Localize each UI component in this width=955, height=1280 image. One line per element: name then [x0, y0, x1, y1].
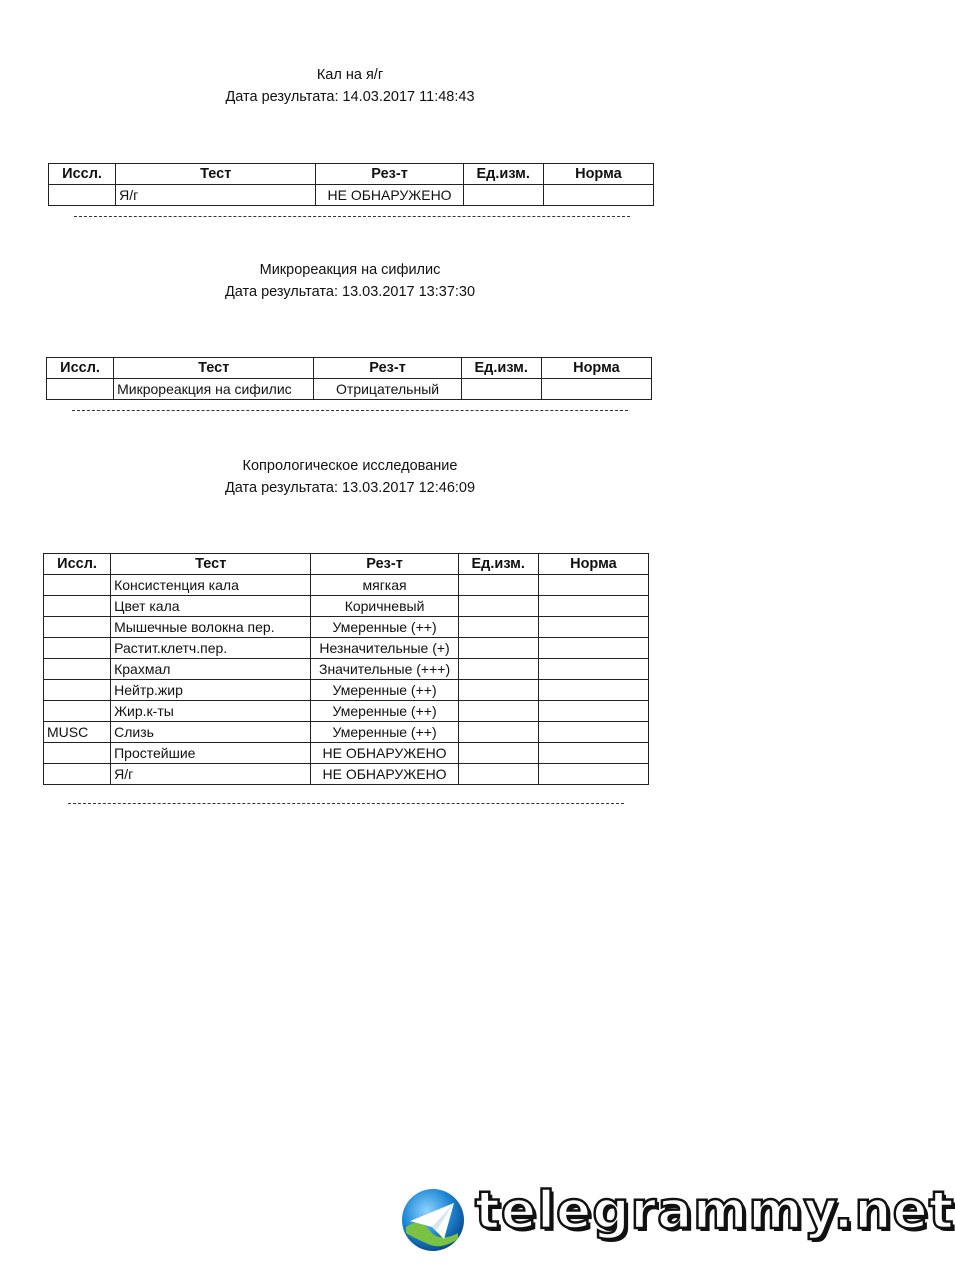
cell-norm	[538, 680, 648, 701]
col-norm: Норма	[541, 358, 651, 379]
section-3-table	[43, 553, 649, 785]
col-norm: Норма	[538, 554, 648, 575]
table-header-row	[47, 358, 652, 379]
col-unit: Ед.изм.	[461, 358, 541, 379]
table-row	[44, 575, 649, 596]
cell-unit	[458, 743, 538, 764]
cell-norm	[538, 764, 648, 785]
col-result: Рез-т	[311, 554, 458, 575]
col-issl: Иссл.	[49, 164, 116, 185]
cell-norm	[538, 617, 648, 638]
cell-issl	[44, 617, 111, 638]
col-result: Рез-т	[314, 358, 461, 379]
cell-norm	[543, 185, 653, 206]
section-1-table	[48, 163, 654, 206]
section-2-table	[46, 357, 652, 400]
table-row	[44, 596, 649, 617]
cell-unit	[458, 575, 538, 596]
table-row	[47, 379, 652, 400]
section-1-title: Кал на я/г	[316, 67, 384, 83]
cell-norm	[538, 659, 648, 680]
col-test: Тест	[114, 358, 314, 379]
table-row	[44, 617, 649, 638]
cell-result: Значительные (+++)	[311, 659, 458, 680]
table-row	[44, 638, 649, 659]
watermark-logo	[400, 1181, 955, 1255]
cell-result: Умеренные (++)	[311, 680, 458, 701]
cell-result: мягкая	[311, 575, 458, 596]
section-3-date: Дата результата: 13.03.2017 12:46:09	[224, 480, 476, 496]
cell-test: Растит.клетч.пер.	[111, 638, 311, 659]
cell-unit	[458, 764, 538, 785]
col-test: Тест	[111, 554, 311, 575]
cell-unit	[458, 722, 538, 743]
cell-unit	[458, 659, 538, 680]
cell-unit	[458, 680, 538, 701]
section-2-title: Микрореакция на сифилис	[259, 262, 441, 278]
table-row	[44, 680, 649, 701]
col-unit: Ед.изм.	[458, 554, 538, 575]
table-row	[44, 743, 649, 764]
section-2-header	[0, 259, 700, 303]
cell-result: НЕ ОБНАРУЖЕНО	[311, 743, 458, 764]
cell-unit	[458, 638, 538, 659]
table-row	[49, 185, 654, 206]
table-row	[44, 722, 649, 743]
table-row	[44, 701, 649, 722]
table-row	[44, 764, 649, 785]
cell-test: Жир.к-ты	[111, 701, 311, 722]
section-2-date: Дата результата: 13.03.2017 13:37:30	[224, 284, 476, 300]
section-1-date: Дата результата: 14.03.2017 11:48:43	[225, 89, 475, 105]
cell-result: Незначительные (+)	[311, 638, 458, 659]
cell-test: Нейтр.жир	[111, 680, 311, 701]
watermark-text: telegrammy.net	[475, 1181, 955, 1241]
dashed-separator	[72, 410, 628, 411]
dashed-separator	[68, 803, 624, 804]
cell-unit	[458, 596, 538, 617]
cell-norm	[538, 638, 648, 659]
cell-unit	[458, 617, 538, 638]
cell-issl	[44, 680, 111, 701]
cell-issl	[44, 575, 111, 596]
cell-test: Простейшие	[111, 743, 311, 764]
cell-test: Крахмал	[111, 659, 311, 680]
cell-test: Я/г	[116, 185, 316, 206]
cell-issl	[44, 701, 111, 722]
dashed-separator	[74, 216, 630, 217]
section-1-header	[0, 64, 700, 108]
cell-norm	[538, 743, 648, 764]
cell-unit	[463, 185, 543, 206]
cell-issl	[47, 379, 114, 400]
cell-result: Коричневый	[311, 596, 458, 617]
cell-test: Микрореакция на сифилис	[114, 379, 314, 400]
cell-result: Умеренные (++)	[311, 617, 458, 638]
col-result: Рез-т	[316, 164, 463, 185]
cell-issl	[49, 185, 116, 206]
col-test: Тест	[116, 164, 316, 185]
cell-norm	[538, 722, 648, 743]
cell-test: Слизь	[111, 722, 311, 743]
section-3-title: Копрологическое исследование	[242, 458, 458, 474]
cell-result: Умеренные (++)	[311, 722, 458, 743]
cell-issl	[44, 764, 111, 785]
cell-unit	[458, 701, 538, 722]
table-header-row	[49, 164, 654, 185]
cell-result: НЕ ОБНАРУЖЕНО	[311, 764, 458, 785]
cell-unit	[461, 379, 541, 400]
col-norm: Норма	[543, 164, 653, 185]
cell-result: Умеренные (++)	[311, 701, 458, 722]
col-issl: Иссл.	[44, 554, 111, 575]
paper-plane-globe-icon	[400, 1187, 466, 1253]
cell-norm	[538, 575, 648, 596]
cell-result: НЕ ОБНАРУЖЕНО	[316, 185, 463, 206]
cell-norm	[541, 379, 651, 400]
col-unit: Ед.изм.	[463, 164, 543, 185]
cell-issl	[44, 659, 111, 680]
cell-issl	[44, 743, 111, 764]
table-header-row	[44, 554, 649, 575]
cell-issl	[44, 596, 111, 617]
cell-norm	[538, 701, 648, 722]
cell-test: Консистенция кала	[111, 575, 311, 596]
cell-test: Цвет кала	[111, 596, 311, 617]
cell-result: Отрицательный	[314, 379, 461, 400]
table-row	[44, 659, 649, 680]
cell-test: Мышечные волокна пер.	[111, 617, 311, 638]
cell-test: Я/г	[111, 764, 311, 785]
col-issl: Иссл.	[47, 358, 114, 379]
cell-norm	[538, 596, 648, 617]
cell-issl	[44, 638, 111, 659]
section-3-header	[0, 455, 700, 499]
cell-issl: MUSC	[44, 722, 111, 743]
